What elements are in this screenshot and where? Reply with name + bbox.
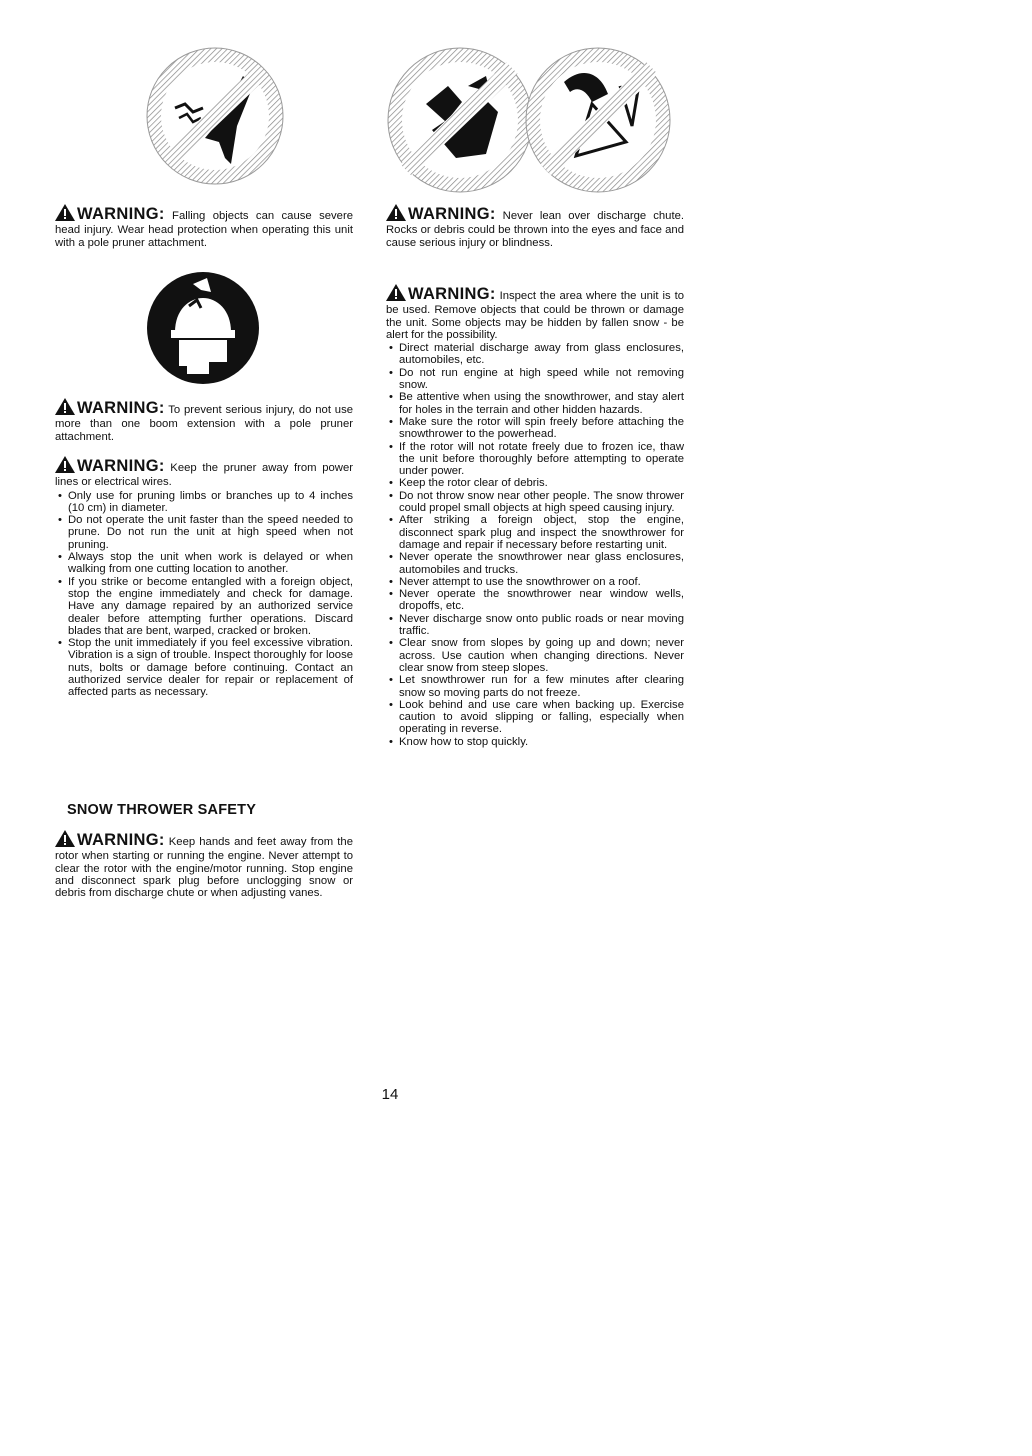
list-item: • Clear snow from slopes by going up and down; never across. Use caution when changing directions. Never clear snow from steep slopes. <box>386 637 684 674</box>
warning-label: WARNING: <box>77 205 165 223</box>
no-falling-objects-symbol-icon <box>145 46 285 186</box>
warning-boom-extension <box>55 398 353 443</box>
warning-discharge-chute <box>386 204 684 249</box>
list-item: • Only use for pruning limbs or branches up to 4 inches (10 cm) in diameter. <box>55 490 353 515</box>
list-item: • Make sure the rotor will spin freely before attaching the snowthrower to the powerhead. <box>386 416 684 441</box>
list-item: • Never discharge snow onto public roads or near moving traffic. <box>386 613 684 638</box>
list-item: • After striking a foreign object, stop the engine, disconnect spark plug and inspect the snowthrower for damage and repair if necessary before restarting unit. <box>386 514 684 551</box>
warning-triangle-icon <box>386 284 406 304</box>
list-item: • Do not operate the unit faster than the speed needed to prune. Do not run the unit at high speed when not pruning. <box>55 514 353 551</box>
list-item: • If the rotor will not rotate freely due to frozen ice, thaw the unit before thoroughly before attempting to operate under power. <box>386 441 684 478</box>
bullet-list <box>55 490 353 699</box>
warning-triangle-icon <box>55 456 75 476</box>
warning-label: WARNING: <box>408 285 496 303</box>
warning-text: Falling objects can cause severe head injury. Wear head protection when operating this unit with a pole pruner attachment. <box>55 210 353 249</box>
list-item: • Let snowthrower run for a few minutes after clearing snow so moving parts do not freeze. <box>386 674 684 699</box>
warning-triangle-icon <box>386 204 406 224</box>
warning-label: WARNING: <box>77 831 165 849</box>
section-heading: SNOW THROWER SAFETY <box>67 802 257 818</box>
list-item: • Keep the rotor clear of debris. <box>386 477 684 489</box>
warning-falling-objects <box>55 204 353 249</box>
page-number: 14 <box>381 1086 399 1103</box>
warning-triangle-icon <box>55 204 75 224</box>
no-lean-over-chute-symbol-icon <box>386 46 676 194</box>
warning-label: WARNING: <box>77 457 165 475</box>
bullet-list <box>386 342 684 748</box>
warning-inspect-area <box>386 284 684 748</box>
list-item: • If you strike or become entangled with a foreign object, stop the engine immediately and check for damage. Have any damage repaired by an authorized service dealer before attempting further operations. Discard blades that are bent, warped, cracked or broken. <box>55 576 353 637</box>
warning-text: Never lean over discharge chute. Rocks or debris could be thrown into the eyes and face and cause serious injury or blindness. <box>386 210 685 249</box>
warning-text: Keep the pruner away from power lines or electrical wires. <box>55 462 354 489</box>
warning-power-lines <box>55 456 353 699</box>
list-item: • Never attempt to use the snowthrower on a roof. <box>386 576 684 588</box>
list-item: • Know how to stop quickly. <box>386 736 684 748</box>
list-item: • Do not run engine at high speed while not removing snow. <box>386 367 684 392</box>
warning-label: WARNING: <box>77 399 165 417</box>
list-item: • Always stop the unit when work is delayed or when walking from one cutting location to another. <box>55 551 353 576</box>
warning-triangle-icon <box>55 398 75 418</box>
warning-text: To prevent serious injury, do not use more than one boom extension with a pole pruner attachment. <box>55 404 354 443</box>
list-item: • Stop the unit immediately if you feel excessive vibration. Vibration is a sign of trouble. Inspect thoroughly for loose nuts, bolts or damage before continuing. Contact an authorized service dealer for repair or replacement of affected parts as necessary. <box>55 637 353 698</box>
list-item: • Never operate the snowthrower near glass enclosures, automobiles and trucks. <box>386 551 684 576</box>
list-item: • Do not throw snow near other people. The snow thrower could propel small objects at high speed causing injury. <box>386 490 684 515</box>
warning-label: WARNING: <box>408 205 496 223</box>
warning-text: Inspect the area where the unit is to be used. Remove objects that could be thrown or damage the unit. Some objects may be hidden by fallen snow - be alert for the possibility. <box>386 290 684 341</box>
warning-text: Keep hands and feet away from the rotor when starting or running the engine. Never attempt to clear the rotor with the engine/motor running. Stop engine and disconnect spark plug before unclogging snow or debris from discharge chute or when adjusting vanes. <box>55 836 354 900</box>
list-item: • Never operate the snowthrower near window wells, dropoffs, etc. <box>386 588 684 613</box>
list-item: • Be attentive when using the snowthrower, and stay alert for holes in the terrain and other hidden hazards. <box>386 391 684 416</box>
wear-head-protection-symbol-icon <box>145 270 261 386</box>
warning-triangle-icon <box>55 830 75 850</box>
list-item: • Direct material discharge away from glass enclosures, automobiles, etc. <box>386 342 684 367</box>
list-item: • Look behind and use care when backing up. Exercise caution to avoid slipping or falling, especially when operating in reverse. <box>386 699 684 736</box>
warning-hands-feet <box>55 830 353 899</box>
